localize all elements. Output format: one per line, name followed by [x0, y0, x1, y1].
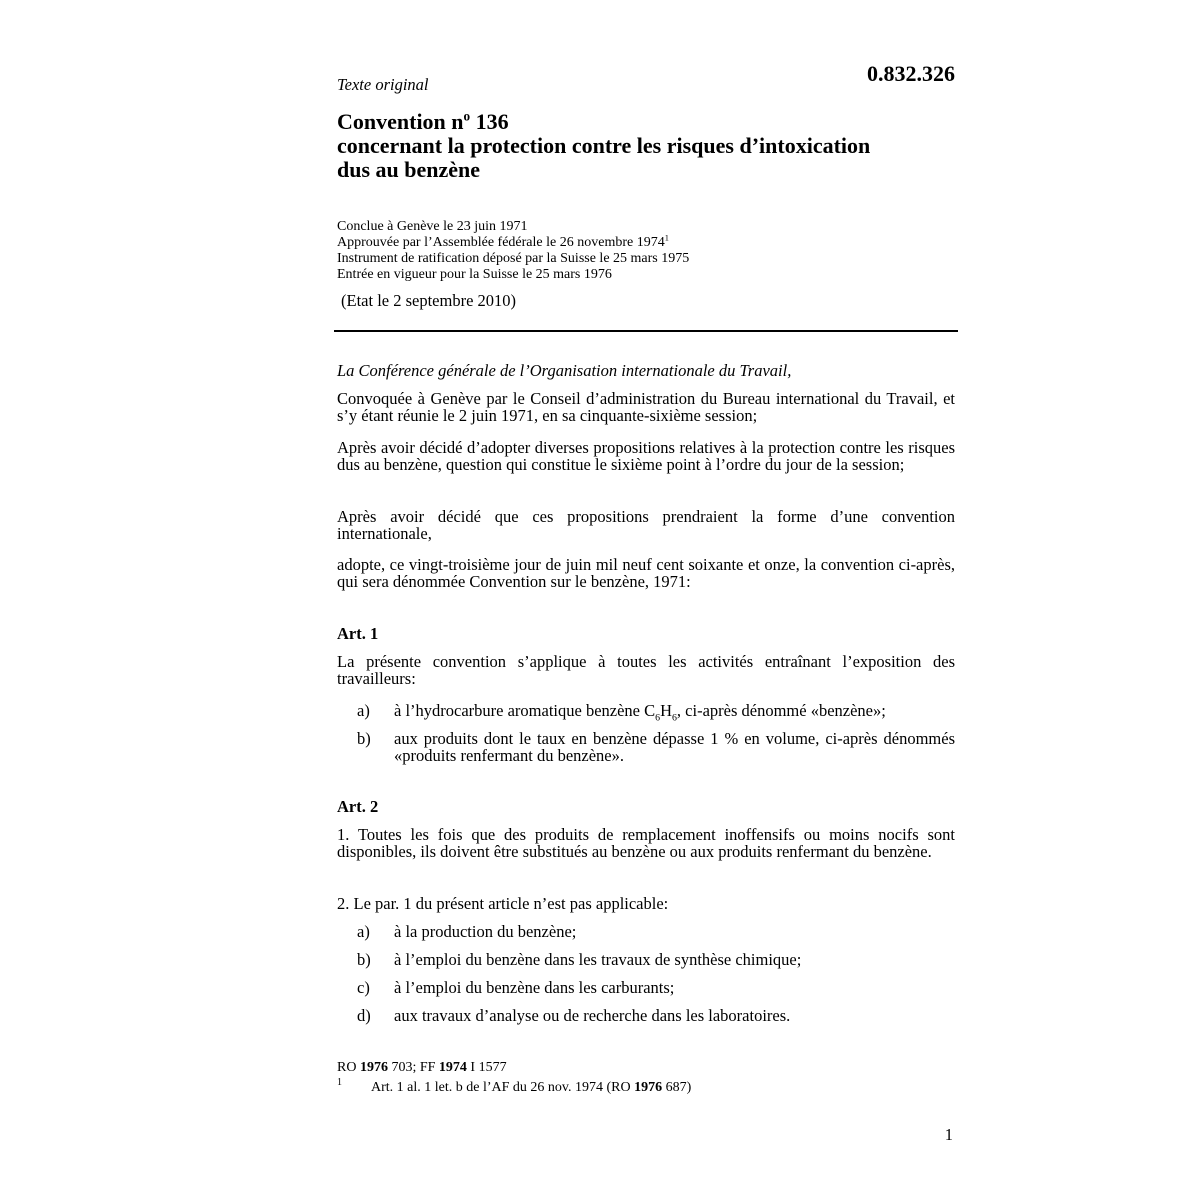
meta-ratification: Instrument de ratification déposé par la Suisse le 25 mars 1975 — [337, 251, 690, 266]
item-text: aux produits dont le taux en benzène dépasse 1 % en volume, ci-après dénommés «produits renfermant du benzène». — [394, 729, 955, 765]
article-2-paragraph-2: 2. Le par. 1 du présent article n’est pas applicable: — [337, 894, 669, 913]
meta-block — [337, 219, 955, 283]
item-label: c) — [357, 978, 370, 997]
title-line-2: concernant la protection contre les risques d’intoxication — [337, 133, 871, 158]
item-label: a) — [357, 701, 370, 720]
item-text: à l’emploi du benzène dans les carburants; — [394, 978, 675, 997]
item-text: à l’emploi du benzène dans les travaux de synthèse chimique; — [394, 950, 802, 969]
item-text: aux travaux d’analyse ou de recherche dans les laboratoires. — [394, 1006, 791, 1025]
title-line-1: Convention $n^o$ 136 — [337, 108, 509, 134]
meta-concluded: Conclue à Genève le 23 juin 1971 — [337, 219, 528, 234]
footnote-number: 1 — [337, 1077, 342, 1088]
item-text: à la production du benzène; — [394, 922, 577, 941]
item-label: d) — [357, 1006, 371, 1025]
footnote-text: Art. 1 al. 1 let. b de l’AF du 26 nov. 1974 (RO 1976 687) — [371, 1080, 692, 1095]
preamble-paragraph-1: Convoquée à Genève par le Conseil d’administration du Bureau international du Travail, et s’y étant réunie le 2 juin 1971, en sa cinquante-sixième session; — [337, 389, 955, 425]
preamble-paragraph-2: Après avoir décidé d’adopter diverses propositions relatives à la protection contre les risques dus au benzène, question qui constitue le sixième point à l’ordre du jour de la session; — [337, 438, 955, 474]
publication-reference: RO 1976 703; FF 1974 I 1577 — [337, 1060, 507, 1075]
meta-state: (Etat le 2 septembre 2010) — [341, 291, 517, 310]
page-number: 1 — [944, 1125, 953, 1144]
preamble-conference: La Conférence générale de l’Organisation internationale du Travail, — [337, 361, 792, 380]
title-line-3: dus au benzène — [337, 157, 481, 182]
article-2-title: Art. 2 — [337, 797, 379, 816]
preamble-paragraph-4: adopte, ce vingt-troisième jour de juin mil neuf cent soixante et onze, la convention ci-après, qui sera dénommée Convention sur le benzène, 1971: — [337, 555, 955, 591]
article-1-title: Art. 1 — [337, 624, 379, 643]
meta-entry: Entrée en vigueur pour la Suisse le 25 mars 1976 — [337, 267, 612, 282]
item-label: b) — [357, 950, 371, 969]
footnote-ref: 1 — [664, 233, 669, 243]
horizontal-rule — [334, 330, 958, 332]
document-title — [337, 110, 955, 182]
item-label: b) — [357, 729, 371, 748]
item-label: a) — [357, 922, 370, 941]
article-2-paragraph-1: 1. Toutes les fois que des produits de remplacement inoffensifs ou moins nocifs sont disponibles, ils doivent être substitués au benzène ou aux produits renfermant du benzène. — [337, 825, 955, 861]
article-1-intro: La présente convention s’applique à toutes les activités entraînant l’exposition des travailleurs: — [337, 652, 955, 688]
preamble-paragraph-3: Après avoir décidé que ces propositions prendraient la forme d’une convention internationale, — [337, 507, 955, 543]
item-text: à l’hydrocarbure aromatique benzène $C_6H_6$, ci-après dénommé «benzène»; — [394, 701, 886, 724]
document-status-label: Texte original — [337, 75, 429, 94]
sr-number: 0.832.326 — [867, 61, 955, 86]
meta-approved: Approuvée par l’Assemblée fédérale le 26 novembre 1974$^1$ — [337, 233, 669, 250]
